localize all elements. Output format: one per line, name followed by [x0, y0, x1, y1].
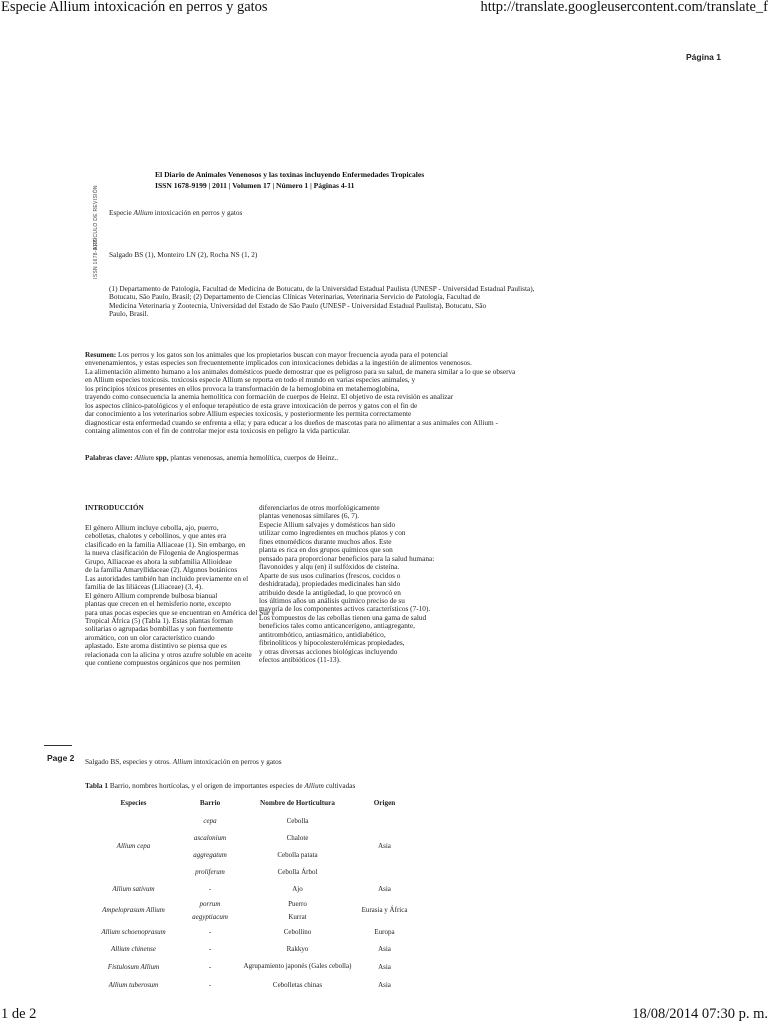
table-row: Allium cepa cepa Cebolla Asia: [116, 816, 391, 850]
table-header-row: [85, 794, 412, 812]
side-logo-text-2: ISSN 1678-9199: [93, 237, 99, 279]
page-url: http://translate.googleusercontent.com/translate_f: [480, 0, 768, 15]
table-1: [85, 794, 412, 993]
keywords: Palabras clave: Allium spp, plantas venenosas, anemia hemolítica, cuerpos de Heinz..: [85, 453, 339, 462]
page-2-rule: [44, 745, 72, 746]
table-row: Allium chinense - Rakkyo Asia: [111, 944, 391, 953]
intro-heading: INTRODUCCIÓN: [85, 503, 144, 512]
table-row: aegyptiacum Kurrat: [192, 912, 307, 921]
col-header-origen: Origen: [373, 799, 396, 807]
print-datetime: 18/08/2014 07:30 p. m.: [632, 1006, 768, 1022]
affiliations: (1) Departamento de Patología, Facultad de Medicina de Botucatu, de la Universidad Estadual Paulista (UNESP - Universidad Estadual Paulista), Botucatu, São Paulo, Brasil; (2) Departamento de Ciencias Clínicas Veterinarias, Veterinaria Servicio de Patología, Facultad de Medicina Veterinaria y Zootecnia, Universidad del Estado de São Paulo (UNESP - Universidad Estadual Paulista), Botucatu, São Paulo, Brasil.: [109, 284, 535, 319]
authors: Salgado BS (1), Monteiro LN (2), Rocha NS (1, 2): [109, 250, 258, 259]
journal-issn: ISSN 1678-9199 | 2011 | Volumen 17 | Número 1 | Páginas 4-11: [155, 180, 355, 190]
intro-right-column: diferenciarlos de otros morfológicamente plantas venenosas similares (6, 7). Especie Allium salvajes y domésticos han sido utilizar como ingredientes en muchos platos y con fines etnomédicos durante muchos años. Este planta es rica en dos grupos químicos que son pensado para proporcionar beneficios para la salud humana: flavonoides y alqu (en) il sulfóxidos de cisteína. Aparte de sus usos culinarios (frescos, cocidos o deshidratada), propiedades medicinales han sido atribuido desde la antigüedad, lo que provocó en los últimos años un análisis químico preciso de su mayoría de los componentes activos característicos (7-10). Los compuestos de las cebollas tienen una gama de salud beneficios tales como anticancerígeno, antiagregante, antitrombótico, antiasmático, antidiabético, fibrinolíticos y hipocolesterolémicas propiedades, y otras diversas acciones biológicas incluyendo efectos antibióticos (11-13).: [259, 503, 435, 665]
page-1-label: Página 1: [686, 52, 721, 62]
col-header-barrio: Barrio: [199, 799, 221, 807]
side-logo-text-1: ARTÍCULO DE REVISIÓN: [93, 185, 99, 250]
table-row: Allium schoenoprasum - Cebollino Europa: [101, 927, 395, 936]
journal-name: El Diario de Animales Venenosos y las toxinas incluyendo Enfermedades Tropicales: [155, 170, 425, 179]
table-row: Ampeloprasum Allium porrum Puerro Eurasia y África: [102, 899, 408, 914]
allium-species-table: [85, 794, 412, 993]
abstract: Resumen: Los perros y los gatos son los animales que los propietarios buscan con mayor frecuencia ayuda para el potencial envenenamientos, y estas especies son frecuentemente implicados con intoxicaciones debidas a la ingestión de alimentos venenosos. La alimentación alimento humano a los animales domésticos puede demostrar que es peligroso para su salud, de manera similar a lo que se observa en Allium especies toxicosis. toxicosis especie Allium se reporta en todo el mundo en varias especies animales, y los principios tóxicos presentes en ellos provoca la transformación de la hemoglobina en metahemoglobina, trayendo como consecuencia la anemia hemolítica con formación de cuerpos de Heinz. El objetivo de esta revisión es analizar los aspectos clínico-patológicos y el enfoque terapéutico de esta grave intoxicación de perros y gatos con el fin de dar conocimiento a los veterinarios sobre Allium especies toxicosis, y posteriormente les permita correctamente diagnosticar esta enfermedad cuando se enfrenta a ella; y para educar a los dueños de mascotas para no alimentar a sus animales con Allium - containg alimentos con el fin de controlar mejor esta toxicosis en peligro la vida particular.: [85, 350, 516, 436]
page-2-label: Page 2: [47, 753, 75, 763]
running-head: Salgado BS, especies y otros. Allium intoxicación en perros y gatos: [85, 757, 282, 766]
table-row: Allium sativum - Ajo Asia: [112, 884, 391, 893]
col-header-especies: Especies: [120, 799, 147, 807]
col-header-nombre: Nombre de Horticultura: [260, 799, 335, 807]
table-row: ascalonium Chalote: [193, 833, 309, 842]
abstract-label: Resumen:: [85, 350, 117, 359]
intro-left-column: El género Allium incluye cebolla, ajo, puerro, cebolletas, chalotes y cebollinos, y que antes era clasificado en la familia Alliaceae (1). Sin embargo, en la nueva clasificación de Filogenia de Angiospermas Grupo, Alliaceae es ahora la subfamilia Allioideae de la familia Amaryllidaceae (2). Algunos botánicos Las autoridades también han incluido previamente en el familia de las liliáceas (Liliaceae) (3, 4). El género Allium comprende bulbosa bianual plantas que crecen en el hemisferio norte, excepto para unas pocas especies que se encuentran en América del Sur y Tropical África (5) (Tabla 1). Estas plantas forman solitarias o agrupadas bombillas y son fuertemente aromático, con un olor característico cuando aplastado. Este aroma distintivo se piensa que es relacionada con la alicina y otros azufre soluble en aceite que contiene compuestos orgánicos que nos permiten: [85, 523, 275, 668]
table-row: proliferum Cebolla Árbol: [195, 867, 318, 876]
journal-header: [155, 170, 424, 191]
table-row: Fistulosum Allium - Agrupamiento japonés (Gales cebolla) Asia: [107, 961, 391, 971]
table-caption: Tabla 1 Barrio, nombres hortícolas, y el origen de importantes especies de Allium cultivadas: [85, 781, 356, 790]
document-title: Especie Allium intoxicación en perros y gatos: [1, 0, 268, 15]
table-row: Allium tuberosum - Cebolletas chinas Asia: [108, 980, 391, 989]
article-title: Especie Allium intoxicación en perros y gatos: [109, 208, 243, 217]
table-row: aggregatum Cebolla patata: [193, 850, 318, 859]
page-count: 1 de 2: [1, 1006, 37, 1022]
